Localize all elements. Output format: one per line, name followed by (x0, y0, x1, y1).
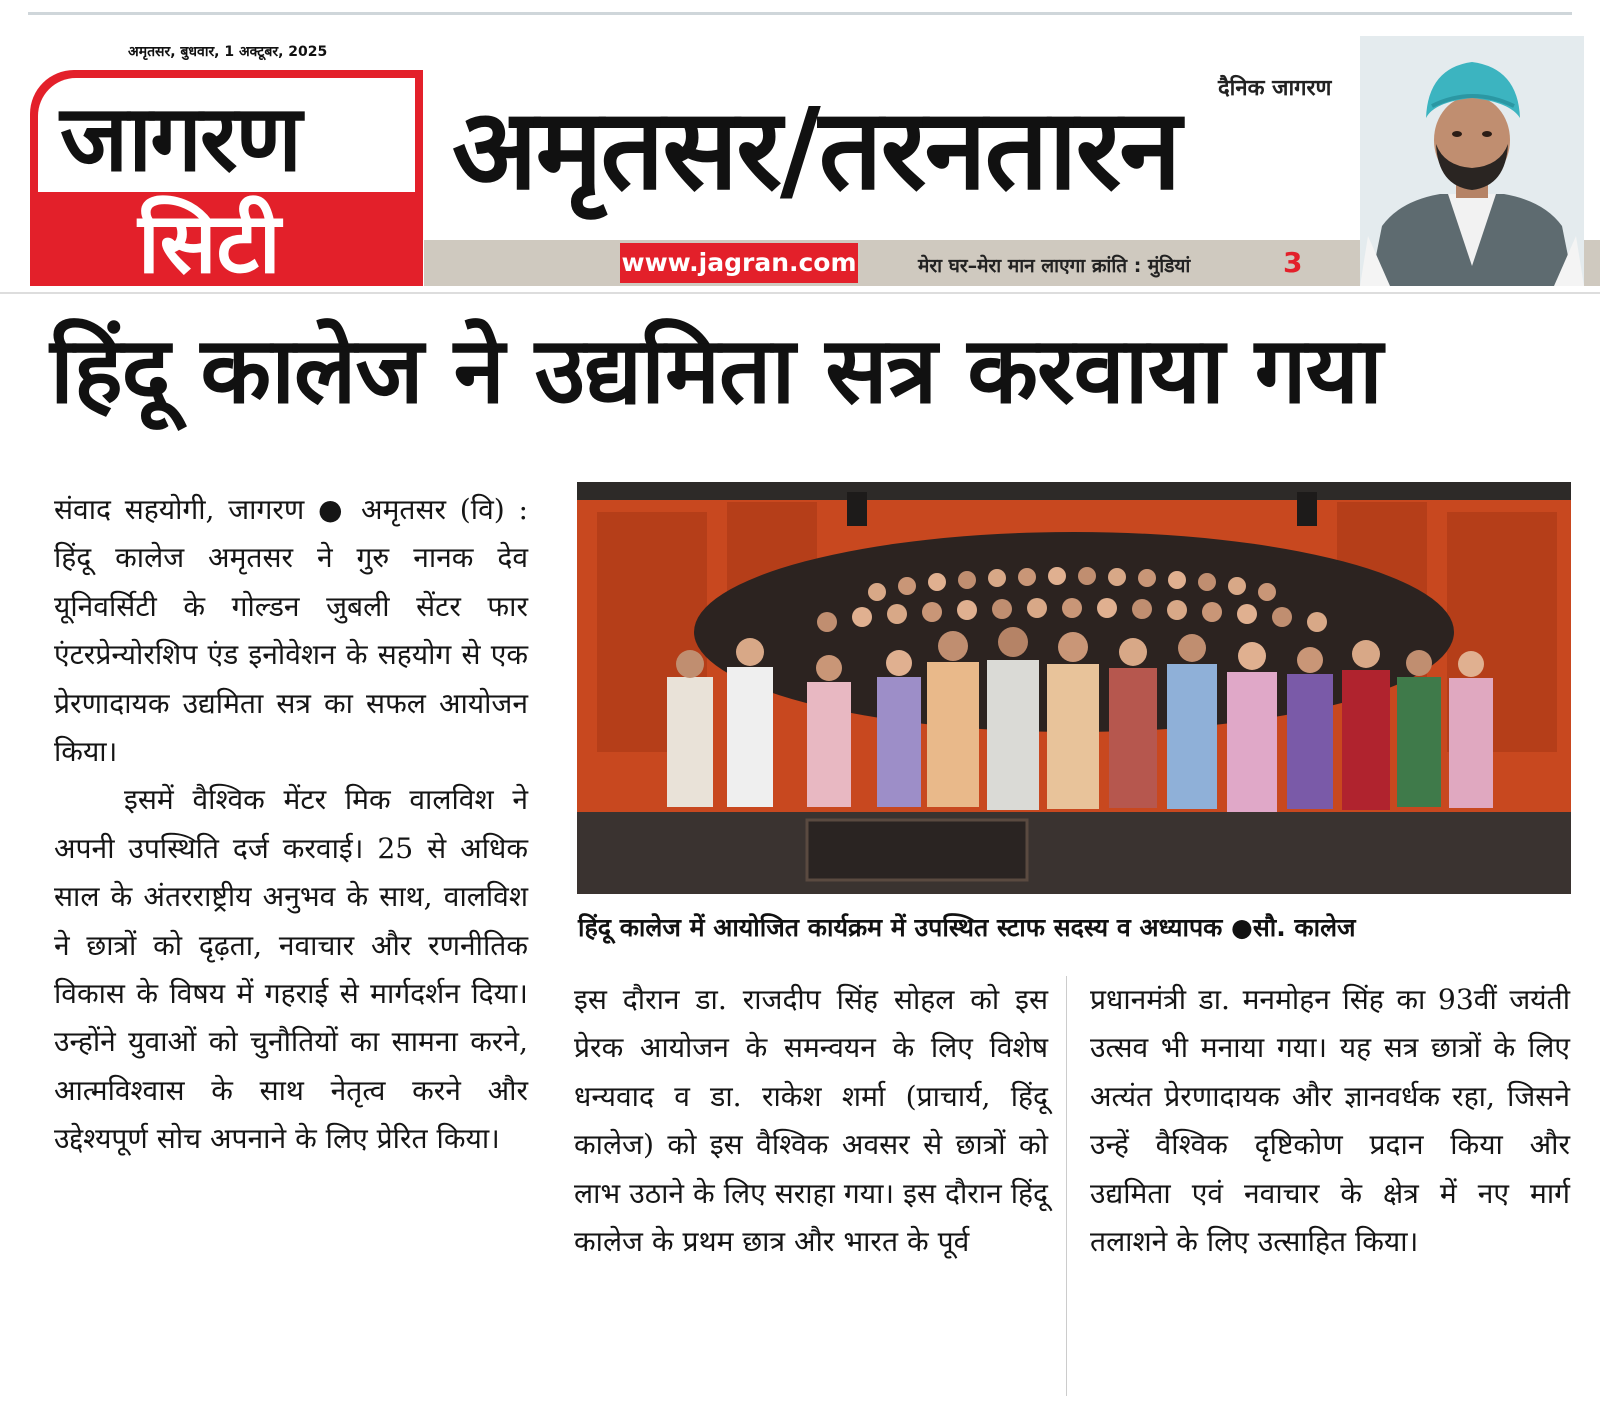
masthead (0, 0, 1600, 292)
article-column-1 (54, 486, 528, 1164)
photo-caption: हिंदू कालेज में आयोजित कार्यक्रम में उपस्थित स्टाफ सदस्य व अध्यापक ●सौ. कालेज (578, 913, 1356, 942)
masthead-tagline: मेरा घर–मेरा मान लाएगा क्रांति : मुंडियां (918, 255, 1191, 277)
logo-word-city: सिटी (138, 194, 281, 278)
article-paragraph-2: इसमें वैश्विक मेंटर मिक वालविश ने अपनी उपस्थिति दर्ज करवाई। 25 से अधिक साल के अंतरराष्ट्रीय अनुभव के साथ, वालविश ने छात्रों को दृढ़ता, नवाचार और रणनीतिक विकास के विषय में गहराई से मार्गदर्शन दिया। उन्होंने युवाओं को चुनौतियों का सामना करने, आत्मविश्वास के साथ नेतृत्व करने और उद्देश्यपूर्ण सोच अपनाने के लिए प्रेरित किया। (54, 783, 528, 1156)
article-paragraph-1: संवाद सहयोगी, जागरण ● अमृतसर (वि) : हिंदू कालेज अमृतसर ने गुरु नानक देव यूनिवर्सिटी के गोल्डन जुबली सेंटर फार एंटरप्रेन्योरशिप एंड इनोवेशन के सहयोग से एक प्रेरणादायक उद्यमिता सत्र का सफल आयोजन किया। (54, 493, 528, 769)
logo-word-jagran: जागरण (60, 85, 301, 192)
masthead-divider (0, 292, 1600, 294)
portrait-image (1360, 36, 1584, 286)
article-paragraph-3: इस दौरान डा. राजदीप सिंह सोहल को इस प्रेरक आयोजन के समन्वयन के लिए विशेष धन्यवाद व डा. राकेश शर्मा (प्राचार्य, हिंदू कालेज) को इस वैश्विक अवसर से छात्रों को लाभ उठाने के लिए सराहा गया। इस दौरान हिंदू कालेज के प्रथम छात्र और भारत के पूर्व (574, 983, 1048, 1259)
group-photo-image (577, 482, 1571, 894)
group-photo (577, 482, 1571, 894)
jagran-city-logo (30, 70, 423, 286)
edition-title: अमृतसर/तरनतारन (452, 85, 1180, 215)
article-column-3 (1090, 976, 1570, 1266)
article-paragraph-4: प्रधानमंत्री डा. मनमोहन सिंह का 93वीं जयंती उत्सव भी मनाया गया। यह सत्र छात्रों के लिए अत्यंत प्रेरणादायक और ज्ञानवर्धक रहा, जिसने उन्हें वैश्विक दृष्टिकोण प्रदान किया और उद्यमिता एवं नवाचार के क्षेत्र में नए मार्ग तलाशने के लिए उत्साहित किया। (1090, 983, 1570, 1259)
column-rule (1066, 976, 1067, 1396)
logo-inner (38, 78, 415, 278)
person-portrait (1360, 36, 1584, 286)
page-number: 3 (1283, 246, 1303, 279)
paper-name: दैनिक जागरण (1218, 76, 1332, 101)
top-rule (28, 12, 1572, 15)
website-link[interactable]: www.jagran.com (620, 243, 858, 283)
article-headline: हिंदू कालेज ने उद्यमिता सत्र करवाया गया (50, 317, 1382, 424)
dateline: अमृतसर, बुधवार, 1 अक्टूबर, 2025 (128, 44, 328, 60)
article-column-2 (574, 976, 1048, 1266)
